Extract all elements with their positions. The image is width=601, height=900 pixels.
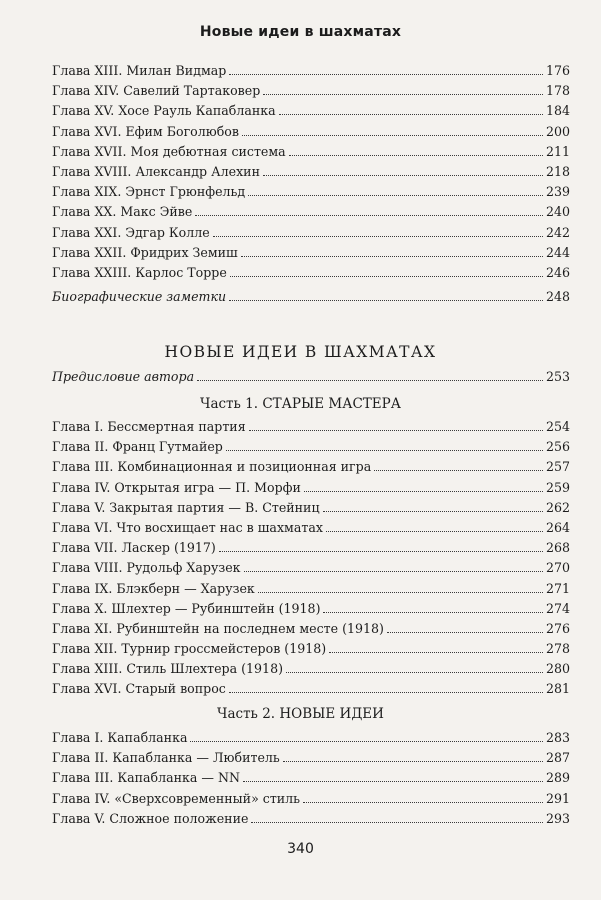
entry-title: Глава XIX. Эрнст Грюнфельд xyxy=(52,184,246,200)
entry-title: Глава IX. Блэкберн — Харузек xyxy=(52,580,255,596)
entry-title: Глава X. Шлехтер — Рубинштейн (1918) xyxy=(52,600,321,616)
entry-page: 281 xyxy=(545,681,570,697)
entry-page: 283 xyxy=(545,730,570,745)
entry-title: Глава XVII. Моя дебютная система xyxy=(52,143,286,159)
dot-leader xyxy=(195,203,543,216)
dot-leader xyxy=(251,810,543,823)
dot-leader xyxy=(213,224,543,237)
toc-entry xyxy=(52,790,570,810)
entry-page: 274 xyxy=(545,600,570,616)
toc-entry xyxy=(52,479,570,499)
entry-title: Глава XIV. Савелий Тартаковер xyxy=(52,83,261,99)
entry-page: 253 xyxy=(545,369,570,384)
entry-page: 248 xyxy=(545,289,570,304)
toc-entry xyxy=(52,368,570,388)
dot-leader xyxy=(243,769,543,782)
toc-entry xyxy=(52,499,570,519)
toc-entry xyxy=(52,640,570,660)
entry-page: 278 xyxy=(545,641,570,657)
entry-title: Глава XX. Макс Эйве xyxy=(52,204,193,220)
toc-entry xyxy=(52,580,570,600)
dot-leader xyxy=(289,143,543,156)
dot-leader xyxy=(387,620,543,633)
dot-leader xyxy=(326,519,543,532)
entry-title: Глава XIII. Стиль Шлехтера (1918) xyxy=(52,661,283,677)
entry-page: 184 xyxy=(545,103,570,119)
entry-title: Глава IV. «Сверхсовременный» стиль xyxy=(52,790,301,806)
toc-part1 xyxy=(52,418,570,701)
entry-title: Биографические заметки xyxy=(52,289,227,304)
entry-title: Глава XXII. Фридрих Земиш xyxy=(52,244,238,260)
entry-title: Глава XI. Рубинштейн на последнем месте (1918) xyxy=(52,620,384,636)
toc-entry xyxy=(52,82,570,102)
page-number: 340 xyxy=(287,841,314,857)
toc-entry xyxy=(52,418,570,438)
dot-leader xyxy=(241,244,543,257)
dot-leader xyxy=(263,163,543,176)
dot-leader xyxy=(226,438,543,451)
entry-page: 268 xyxy=(545,540,570,556)
toc-entry xyxy=(52,288,570,308)
toc-entry xyxy=(52,749,570,769)
entry-page: 291 xyxy=(545,790,570,806)
entry-page: 270 xyxy=(545,560,570,576)
toc-entry xyxy=(52,143,570,163)
toc-part2 xyxy=(52,729,570,830)
dot-leader xyxy=(248,183,543,196)
toc-entry xyxy=(52,264,570,284)
running-head: Новые идеи в шахматах xyxy=(199,24,402,40)
toc-entry xyxy=(52,123,570,143)
entry-page: 289 xyxy=(545,770,570,786)
dot-leader xyxy=(286,660,543,673)
entry-page: 264 xyxy=(545,519,570,535)
entry-title: Глава VI. Что восхищает нас в шахматах xyxy=(52,519,323,535)
toc-entry xyxy=(52,203,570,223)
entry-page: 259 xyxy=(545,479,570,495)
entry-page: 218 xyxy=(545,163,570,179)
entry-page: 211 xyxy=(545,143,570,159)
entry-title: Глава VII. Ласкер (1917) xyxy=(52,540,216,556)
entry-title: Глава XVIII. Александр Алехин xyxy=(52,163,260,179)
toc-bio-notes xyxy=(52,288,570,308)
toc-entry xyxy=(52,680,570,700)
toc-entry xyxy=(52,539,570,559)
entry-page: 293 xyxy=(545,810,570,826)
entry-page: 254 xyxy=(545,419,570,434)
entry-title: Предисловие автора xyxy=(52,369,195,384)
entry-title: Глава XXI. Эдгар Колле xyxy=(52,224,210,240)
entry-page: 287 xyxy=(545,750,570,766)
toc-entry xyxy=(52,438,570,458)
entry-title: Глава I. Капабланка xyxy=(52,730,188,745)
dot-leader xyxy=(219,539,543,552)
entry-page: 256 xyxy=(545,439,570,455)
dot-leader xyxy=(249,418,543,431)
toc-entry xyxy=(52,810,570,830)
toc-entry xyxy=(52,660,570,680)
dot-leader xyxy=(229,62,543,75)
dot-leader xyxy=(374,458,543,471)
toc-entry xyxy=(52,458,570,478)
entry-page: 200 xyxy=(545,123,570,139)
dot-leader xyxy=(230,264,543,277)
dot-leader xyxy=(258,580,543,593)
dot-leader xyxy=(242,123,543,136)
entry-title: Глава XV. Хосе Рауль Капабланка xyxy=(52,103,276,119)
entry-title: Глава II. Капабланка — Любитель xyxy=(52,750,280,766)
entry-title: Глава XIII. Милан Видмар xyxy=(52,63,227,78)
dot-leader xyxy=(263,82,543,95)
dot-leader xyxy=(229,288,543,301)
part1-title: Часть 1. СТАРЫЕ МАСТЕРА xyxy=(200,396,401,412)
entry-page: 239 xyxy=(545,184,570,200)
entry-title: Глава VIII. Рудольф Харузек xyxy=(52,560,241,576)
dot-leader xyxy=(323,499,543,512)
entry-title: Глава V. Закрытая партия — В. Стейниц xyxy=(52,499,320,515)
toc-entry xyxy=(52,729,570,749)
toc-entry xyxy=(52,244,570,264)
entry-page: 257 xyxy=(545,459,570,475)
toc-entry xyxy=(52,519,570,539)
toc-preface xyxy=(52,368,570,388)
entry-title: Глава V. Сложное положение xyxy=(52,810,249,826)
entry-page: 280 xyxy=(545,661,570,677)
entry-title: Глава III. Комбинационная и позиционная игра xyxy=(52,459,372,475)
entry-title: Глава XVI. Старый вопрос xyxy=(52,681,226,697)
section-title: НОВЫЕ ИДЕИ В ШАХМАТАХ xyxy=(164,343,437,361)
entry-page: 176 xyxy=(545,63,570,78)
entry-page: 271 xyxy=(545,580,570,596)
dot-leader xyxy=(304,479,543,492)
dot-leader xyxy=(329,640,543,653)
toc-entry xyxy=(52,102,570,122)
dot-leader xyxy=(229,680,543,693)
toc-entry xyxy=(52,163,570,183)
entry-title: Глава XXIII. Карлос Торре xyxy=(52,264,227,280)
entry-title: Глава III. Капабланка — NN xyxy=(52,770,241,786)
entry-title: Глава I. Бессмертная партия xyxy=(52,419,246,434)
entry-page: 240 xyxy=(545,204,570,220)
entry-page: 244 xyxy=(545,244,570,260)
entry-page: 242 xyxy=(545,224,570,240)
entry-page: 276 xyxy=(545,620,570,636)
entry-page: 262 xyxy=(545,499,570,515)
toc-entry xyxy=(52,183,570,203)
entry-title: Глава II. Франц Гутмайер xyxy=(52,439,223,455)
entry-title: Глава XII. Турнир гроссмейстеров (1918) xyxy=(52,641,327,657)
part2-title: Часть 2. НОВЫЕ ИДЕИ xyxy=(217,706,384,722)
dot-leader xyxy=(303,790,543,803)
entry-title: Глава IV. Открытая игра — П. Морфи xyxy=(52,479,301,495)
entry-title: Глава XVI. Ефим Боголюбов xyxy=(52,123,239,139)
toc-entry xyxy=(52,769,570,789)
toc-entry xyxy=(52,620,570,640)
toc-entry xyxy=(52,600,570,620)
entry-page: 246 xyxy=(545,264,570,280)
dot-leader xyxy=(244,559,543,572)
dot-leader xyxy=(323,600,542,613)
toc-block-1 xyxy=(52,62,570,284)
dot-leader xyxy=(190,729,543,742)
toc-entry xyxy=(52,62,570,82)
toc-entry xyxy=(52,559,570,579)
dot-leader xyxy=(197,368,543,381)
dot-leader xyxy=(279,102,543,115)
entry-page: 178 xyxy=(545,83,570,99)
dot-leader xyxy=(283,749,543,762)
toc-entry xyxy=(52,224,570,244)
